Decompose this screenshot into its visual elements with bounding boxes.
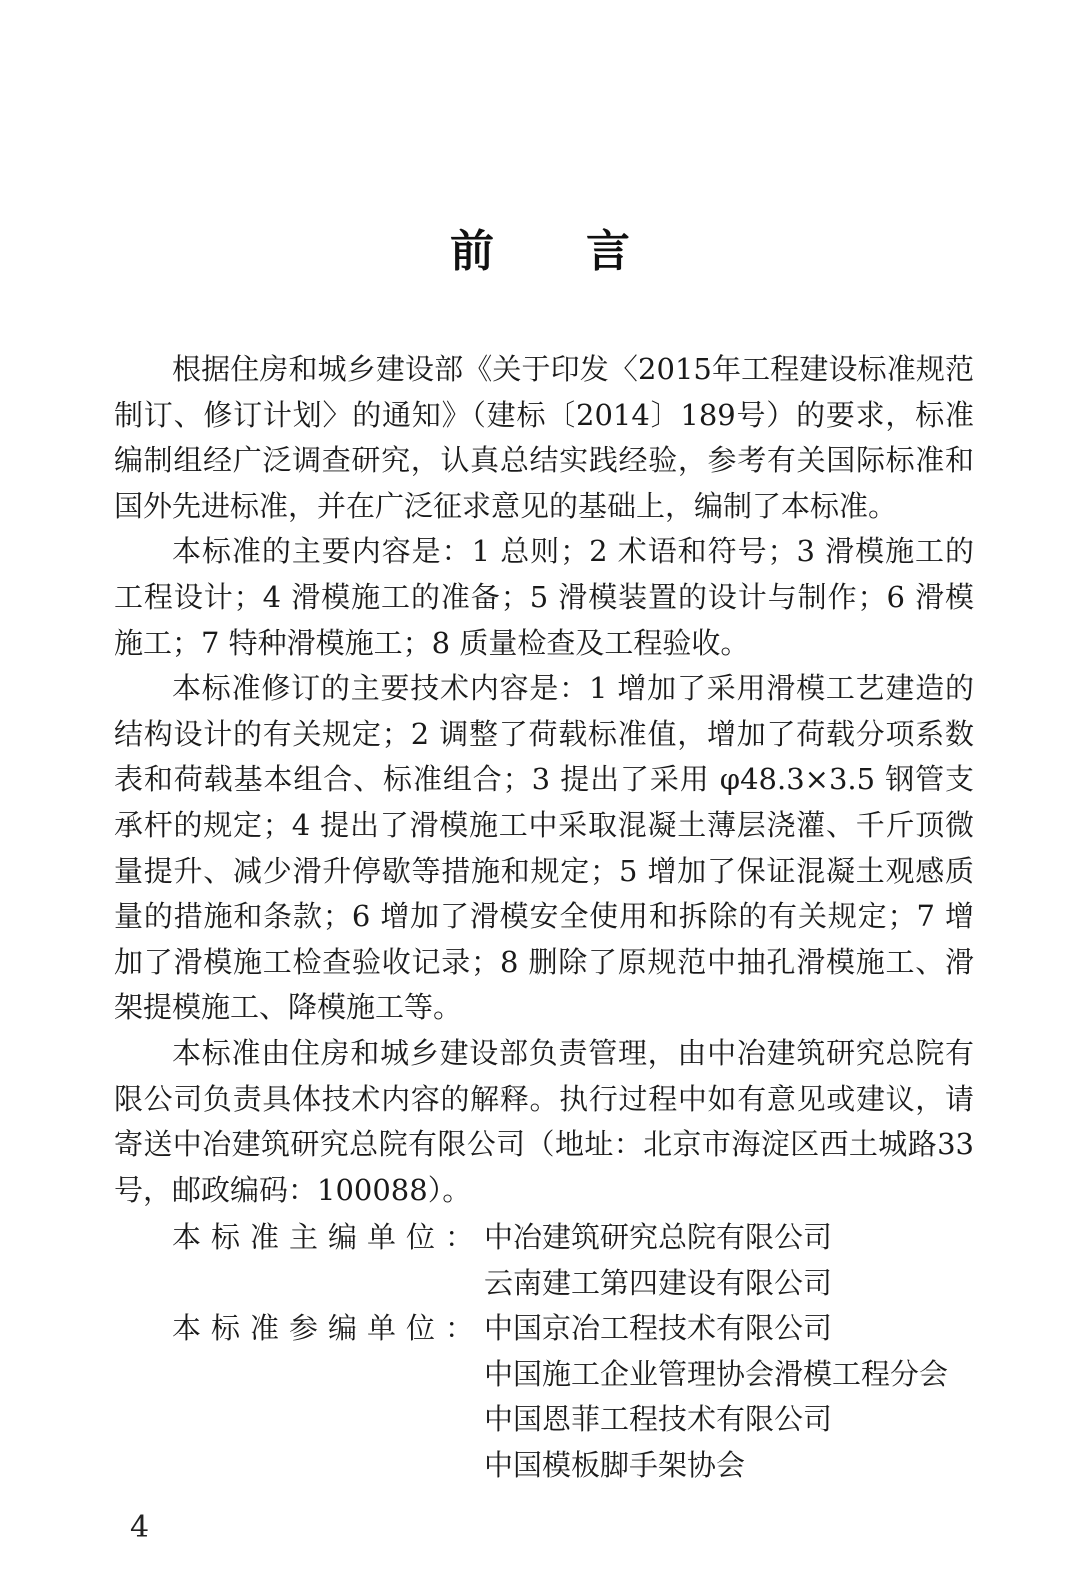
drafting-units <box>114 1215 974 1489</box>
chief-unit: 云南建工第四建设有限公司 <box>484 1265 833 1300</box>
body-text <box>114 347 974 1213</box>
paragraph-background: 根据住房和城乡建设部《关于印发〈2015年工程建设标准规范制订、修订计划〉的通知》（建标〔2014〕189号）的要求，标准编制组经广泛调查研究，认真总结实践经验，参考有关国际标准和国外先进标准，并在广泛征求意见的基础上，编制了本标准。 <box>114 352 974 523</box>
page-number: 4 <box>130 1510 150 1545</box>
participating-unit: 中国恩菲工程技术有限公司 <box>484 1402 833 1437</box>
participating-unit: 中国施工企业管理协会滑模工程分会 <box>484 1356 949 1391</box>
paragraph-main-content: 本标准的主要内容是：1 总则；2 术语和符号；3 滑模施工的工程设计；4 滑模施工的准备；5 滑模装置的设计与制作；6 滑模施工；7 特种滑模施工；8 质量检查及工程验收。 <box>114 534 974 660</box>
page-title: 前言 <box>450 226 722 277</box>
chief-units-label: 本标准主编单位： <box>172 1220 485 1254</box>
participating-units-label: 本标准参编单位： <box>172 1311 485 1346</box>
participating-units-list <box>484 1306 948 1488</box>
paragraph-management: 本标准由住房和城乡建设部负责管理，由中冶建筑研究总院有限公司负责具体技术内容的解释。执行过程中如有意见或建议，请寄送中冶建筑研究总院有限公司（地址：北京市海淀区西土城路33号，邮政编码：100088）。 <box>114 1035 974 1207</box>
chief-units-list <box>484 1215 832 1306</box>
chief-units-group <box>114 1215 974 1306</box>
participating-unit: 中国京冶工程技术有限公司 <box>484 1311 833 1346</box>
participating-units-group <box>114 1306 974 1488</box>
paragraph-revision-content: 本标准修订的主要技术内容是：1 增加了采用滑模工艺建造的结构设计的有关规定；2 调整了荷载标准值，增加了荷载分项系数表和荷载基本组合、标准组合；3 提出了采用 φ48.3×3.5 钢管支承杆的规定；4 提出了滑模施工中采取混凝土薄层浇灌、千斤顶微量提升、减少滑升停歇等措施和规定；5 增加了保证混凝土观感质量的措施和条款；6 增加了滑模安全使用和拆除的有关规定；7 增加了滑模施工检查验收记录；8 删除了原规范中抽孔滑模施工、滑架提模施工、降模施工等。 <box>114 671 974 1025</box>
chief-unit: 中冶建筑研究总院有限公司 <box>484 1220 833 1254</box>
participating-unit: 中国模板脚手架协会 <box>484 1447 746 1482</box>
